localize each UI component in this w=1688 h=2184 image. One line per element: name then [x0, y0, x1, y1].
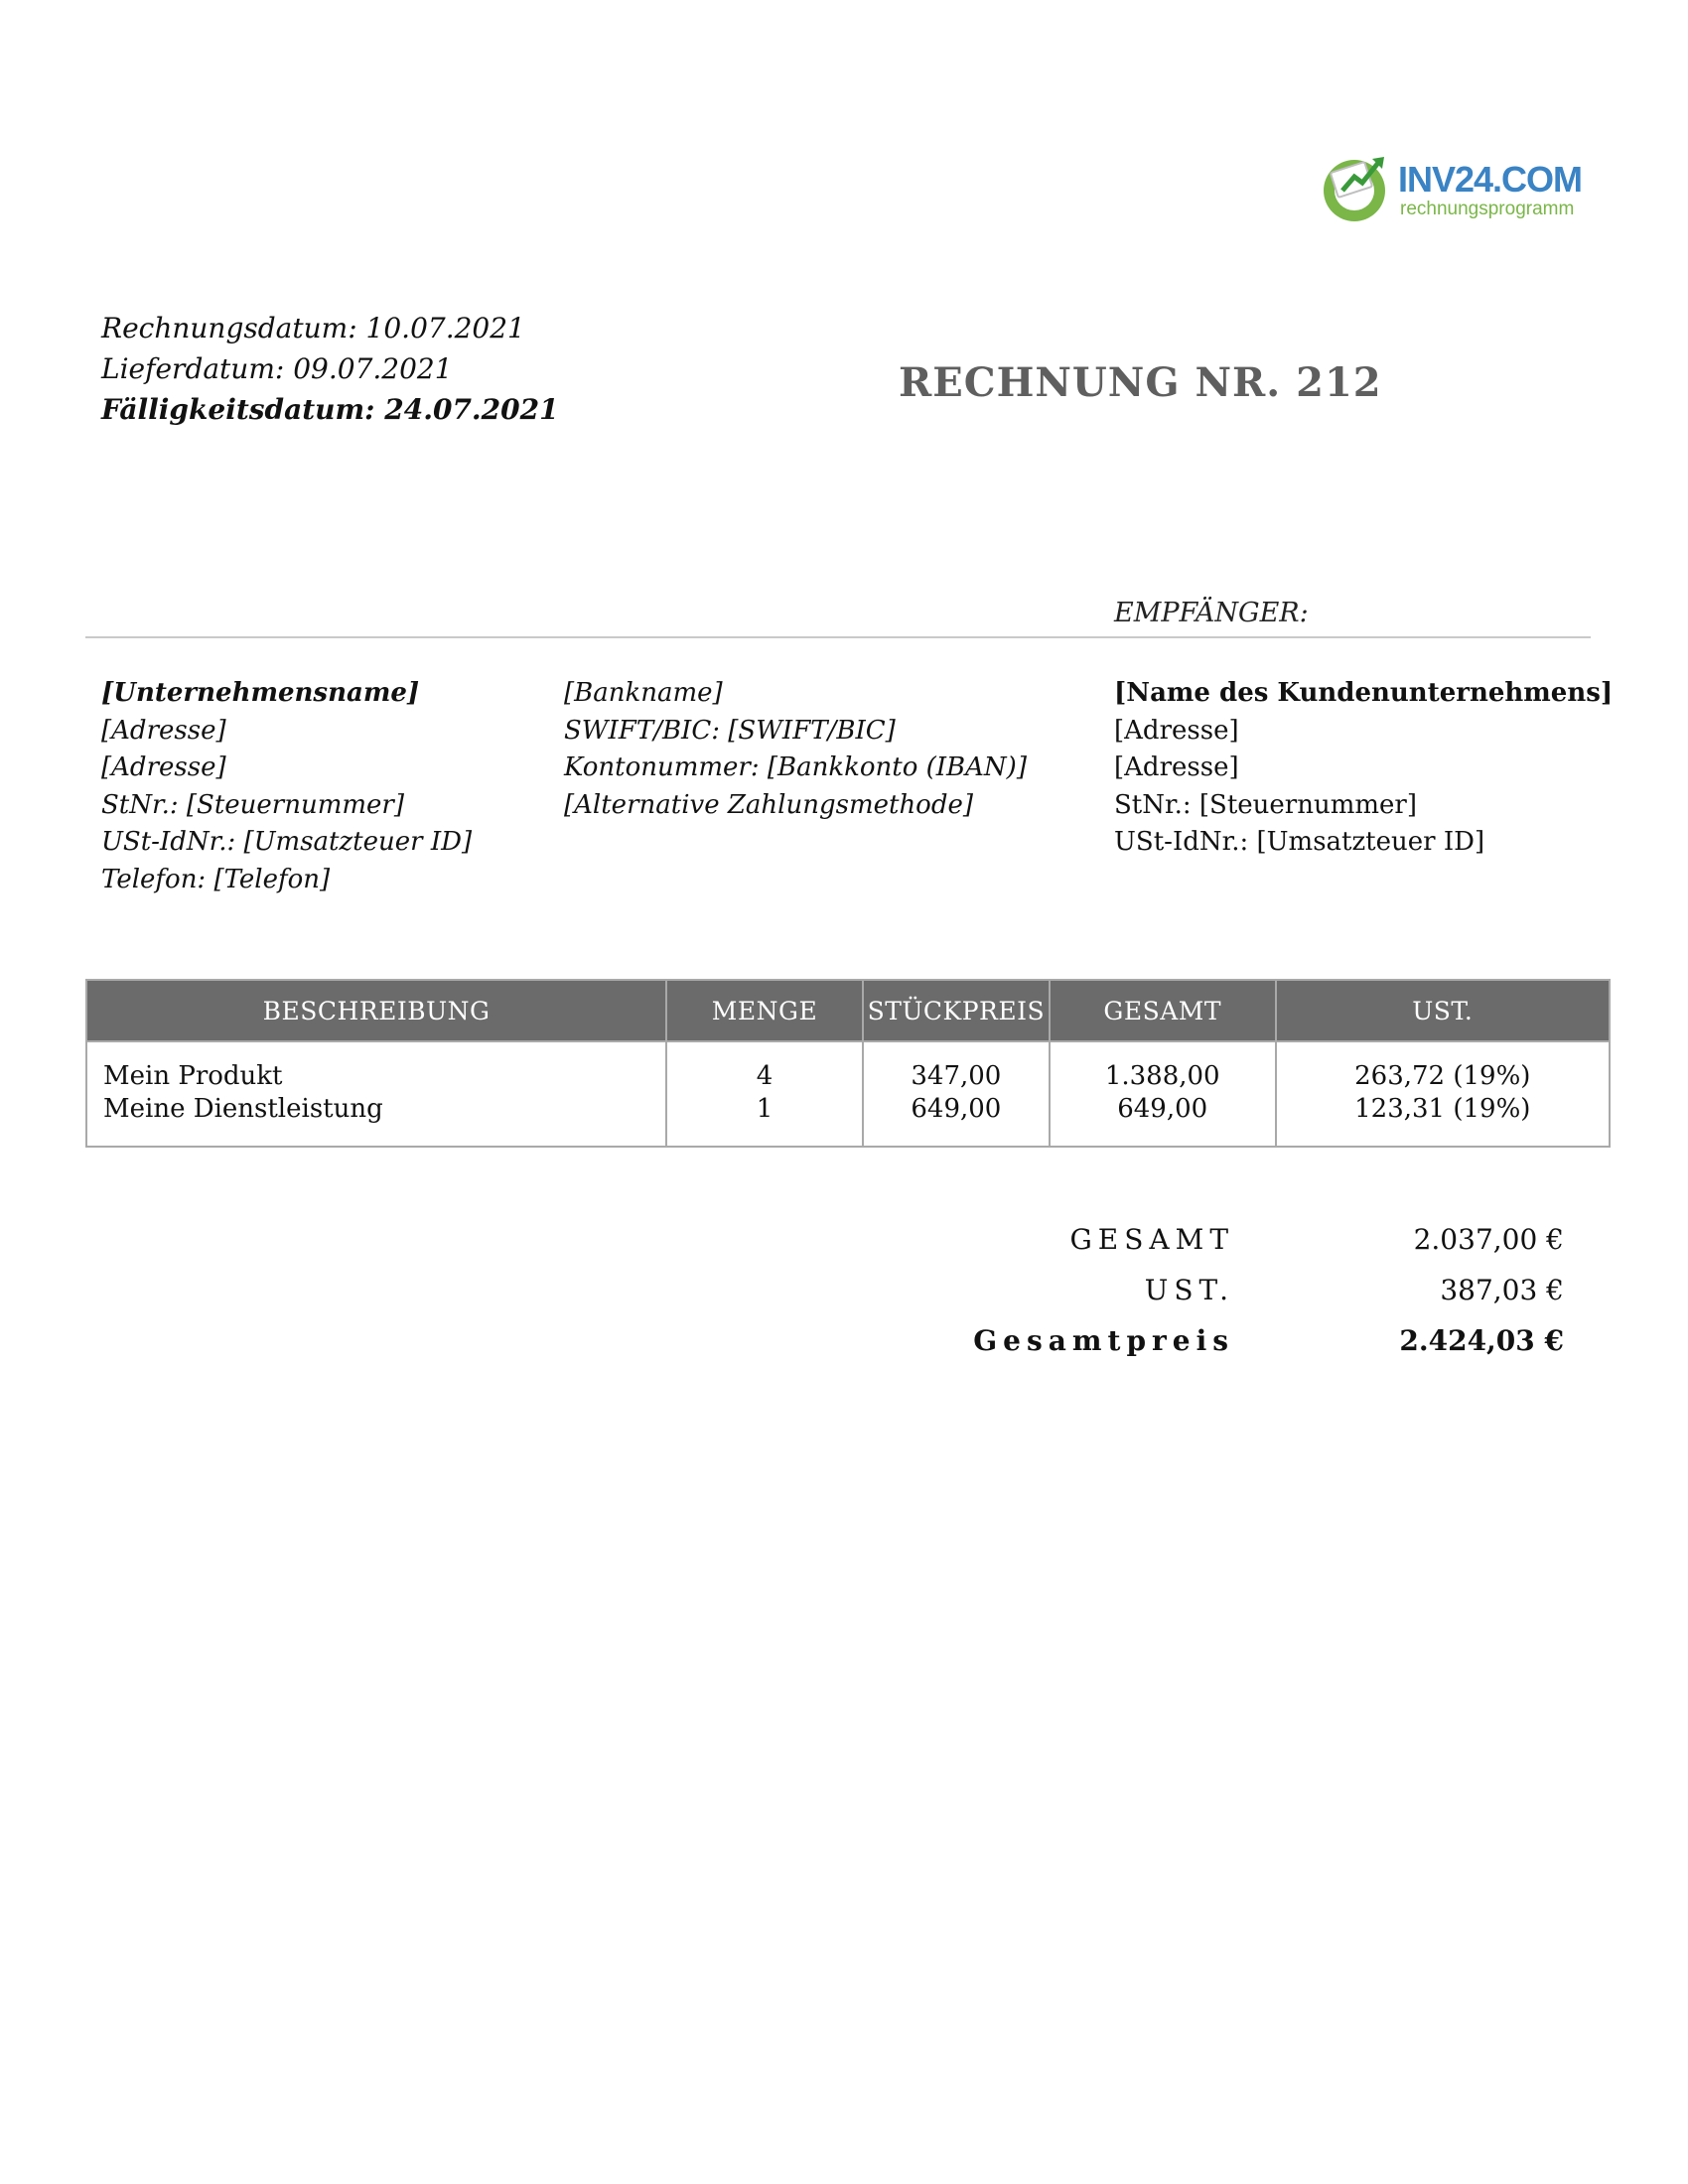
logo-brand-text: INV24.COM	[1398, 159, 1583, 200]
bank-account: Kontonummer: [Bankkonto (IBAN)]	[564, 752, 1027, 782]
item-description: Meine Dienstleistung	[103, 1094, 383, 1124]
client-company: [Name des Kundenunternehmens]	[1114, 678, 1614, 708]
total-cell	[1050, 1041, 1276, 1147]
bank-swift: SWIFT/BIC: [SWIFT/BIC]	[564, 715, 896, 746]
net-total-value: 2.037,00 €	[1413, 1223, 1564, 1256]
item-unit-price: 649,00	[911, 1094, 1002, 1124]
client-vat-id: USt-IdNr.: [Umsatzteuer ID]	[1114, 827, 1485, 857]
bank-name: [Bankname]	[564, 678, 723, 708]
header-unit-price: STÜCKPREIS	[863, 980, 1050, 1041]
item-quantity: 1	[756, 1094, 774, 1124]
vat-cell	[1276, 1041, 1610, 1147]
header-description: BESCHREIBUNG	[86, 980, 666, 1041]
header-vat: UST.	[1276, 980, 1610, 1041]
client-address-2: [Adresse]	[1114, 752, 1239, 782]
item-vat: 263,72 (19%)	[1354, 1061, 1531, 1091]
sender-phone: Telefon: [Telefon]	[101, 864, 331, 894]
unit-price-cell	[863, 1041, 1050, 1147]
totals-block	[973, 1223, 1564, 1375]
sender-address-1: [Adresse]	[101, 715, 226, 746]
recipient-label: EMPFÄNGER:	[1114, 598, 1309, 628]
client-block	[1114, 675, 1613, 862]
invoice-dates	[101, 308, 559, 430]
grand-total-row	[973, 1324, 1564, 1375]
line-items-table	[85, 979, 1611, 1148]
sender-block	[101, 675, 472, 898]
sender-vat-id: USt-IdNr.: [Umsatzteuer ID]	[101, 827, 473, 857]
invoice-title: RECHNUNG NR. 212	[899, 359, 1382, 406]
item-total: 1.388,00	[1104, 1061, 1220, 1091]
alt-payment: [Alternative Zahlungsmethode]	[564, 789, 974, 820]
client-address-1: [Adresse]	[1114, 715, 1239, 746]
grand-total-value: 2.424,03 €	[1399, 1324, 1564, 1357]
item-quantity: 4	[756, 1061, 774, 1091]
description-cell	[86, 1041, 666, 1147]
item-unit-price: 347,00	[911, 1061, 1002, 1091]
logo-graphic	[1321, 151, 1394, 224]
logo-tagline: rechnungsprogramm	[1400, 199, 1575, 219]
client-tax-number: StNr.: [Steuernummer]	[1114, 789, 1417, 820]
item-vat: 123,31 (19%)	[1354, 1094, 1531, 1124]
due-date: Fälligkeitsdatum: 24.07.2021	[101, 393, 559, 426]
sender-tax-number: StNr.: [Steuernummer]	[101, 789, 404, 820]
vat-total-label: UST.	[1144, 1274, 1234, 1306]
net-total-row	[993, 1223, 1564, 1274]
company-logo	[1321, 149, 1583, 228]
delivery-date: Lieferdatum: 09.07.2021	[101, 352, 453, 385]
table-body-row	[86, 1041, 1610, 1147]
header-quantity: MENGE	[666, 980, 863, 1041]
item-description: Mein Produkt	[103, 1061, 283, 1091]
header-total: GESAMT	[1050, 980, 1276, 1041]
sender-address-2: [Adresse]	[101, 752, 226, 782]
item-total: 649,00	[1117, 1094, 1208, 1124]
table-header-row	[86, 980, 1610, 1041]
divider-line	[85, 636, 1591, 638]
bank-block	[564, 675, 1027, 824]
vat-total-value: 387,03 €	[1440, 1274, 1564, 1306]
invoice-date: Rechnungsdatum: 10.07.2021	[101, 312, 525, 344]
grand-total-label: Gesamtpreis	[973, 1324, 1234, 1357]
sender-company: [Unternehmensname]	[101, 678, 420, 708]
vat-total-row	[993, 1274, 1564, 1324]
quantity-cell	[666, 1041, 863, 1147]
net-total-label: GESAMT	[1069, 1223, 1234, 1256]
